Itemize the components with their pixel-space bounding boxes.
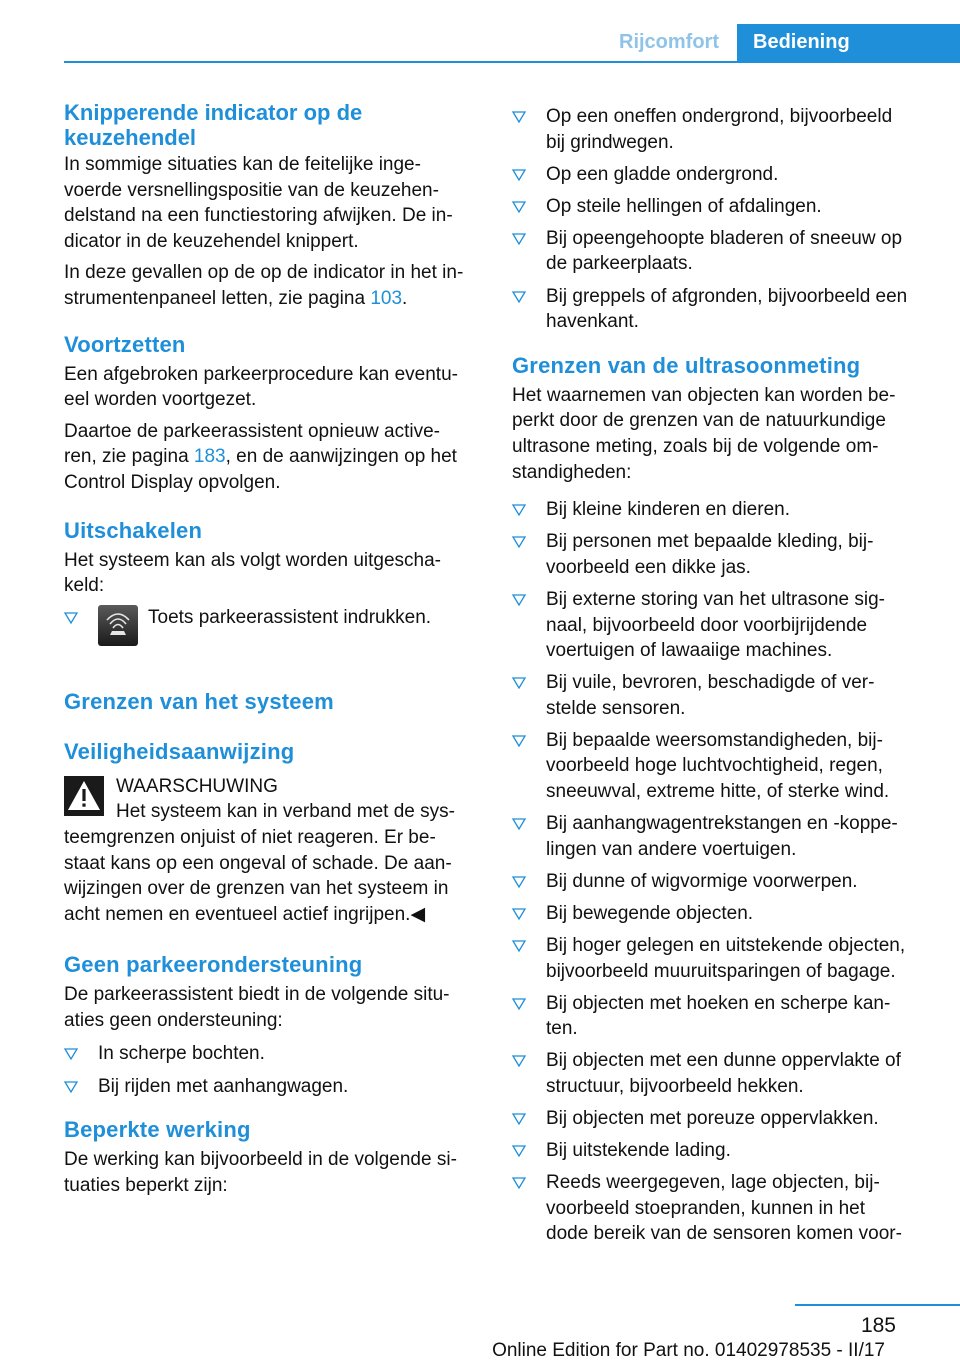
list-item — [512, 728, 928, 805]
paragraph — [64, 1147, 480, 1198]
triangle-bullet-icon — [512, 876, 526, 888]
list-item-text: Bij personen met bepaalde kleding, bij‐ — [546, 531, 874, 553]
heading-grenzen-systeem: Grenzen van het systeem — [64, 688, 334, 714]
list-item — [512, 104, 928, 155]
list-item-text: Bij dunne of wigvormige voorwerpen. — [546, 870, 858, 892]
triangle-bullet-icon — [512, 169, 526, 181]
text-line: In deze gevallen op de op de indicator in het in‐ — [64, 262, 464, 284]
heading-geen-parkeerondersteuning: Geen parkeerondersteuning — [64, 952, 363, 978]
list-item-text: bijvoorbeeld muuruitsparingen of bagage. — [546, 960, 896, 982]
list-item — [512, 162, 928, 188]
heading-line: Knipperende indicator op de — [64, 100, 363, 125]
triangle-bullet-icon — [512, 1113, 526, 1125]
text-line: Het systeem kan in verband met de sys‐ — [116, 801, 455, 823]
text-line: De werking kan bijvoorbeeld in de volgende si‐ — [64, 1149, 457, 1171]
page-number: 185 — [860, 1314, 896, 1337]
list-item — [512, 529, 928, 580]
list-item-text: Op een gladde ondergrond. — [546, 163, 779, 185]
triangle-bullet-icon — [512, 1055, 526, 1067]
list-item-text: Bij greppels of afgronden, bijvoorbeeld een — [546, 285, 908, 307]
list-item-text: Bij vuile, bevroren, beschadigde of ver‐ — [546, 672, 875, 694]
list-item-text: Bij opeengehoopte bladeren of sneeuw op — [546, 227, 903, 249]
text-line: dicator in de keuzehendel knippert. — [64, 230, 359, 252]
text-line: ren, zie pagina — [64, 446, 194, 468]
list-item — [64, 1074, 480, 1100]
list-item — [64, 605, 480, 655]
paragraph — [64, 260, 480, 311]
triangle-bullet-icon — [512, 1177, 526, 1189]
list-item — [512, 284, 928, 335]
list-item-text: structuur, bijvoorbeeld hekken. — [546, 1076, 804, 1097]
triangle-bullet-icon — [64, 1081, 78, 1093]
heading-uitschakelen: Uitschakelen — [64, 517, 203, 543]
text-line: strumentenpaneel letten, zie pagina — [64, 287, 371, 309]
text-line: perkt door de grenzen van de natuurkundige — [512, 410, 886, 432]
paragraph — [64, 152, 480, 254]
list-item — [64, 1041, 480, 1067]
list-item-text: Toets parkeerassistent indrukken. — [148, 606, 432, 628]
list-item-text: Bij uitstekende lading. — [546, 1140, 731, 1162]
list-item — [512, 670, 928, 721]
paragraph — [512, 383, 928, 485]
list-item-text: Bij objecten met poreuze oppervlakken. — [546, 1108, 879, 1130]
park-assist-button-icon — [98, 605, 138, 646]
triangle-bullet-icon — [512, 111, 526, 123]
list-ultrasoon-grenzen — [512, 497, 928, 1247]
list-item — [512, 194, 928, 220]
list-item-text: de parkeerplaats. — [546, 253, 693, 275]
paragraph — [64, 982, 480, 1033]
tab-bediening[interactable]: Bediening — [737, 24, 960, 63]
warning-icon — [64, 776, 104, 816]
paragraph — [64, 548, 480, 599]
paragraph — [64, 419, 480, 496]
list-item-text: Bij externe storing van het ultrasone sig‐ — [546, 588, 886, 610]
list-item — [512, 1138, 928, 1164]
footer-edition: Online Edition for Part no. 01402978535 - II/17 — [492, 1340, 885, 1361]
triangle-bullet-icon — [64, 1048, 78, 1060]
list-item-text: voorbeeld hoge luchtvochtigheid, regen, — [546, 755, 883, 777]
heading-grenzen-ultrasoonmeting: Grenzen van de ultrasoonmeting — [512, 352, 861, 378]
list-item — [512, 587, 928, 664]
list-item — [512, 1170, 928, 1247]
triangle-bullet-icon — [64, 612, 78, 624]
heading-veiligheidsaanwijzing: Veiligheidsaanwijzing — [64, 738, 295, 764]
list-item — [512, 1106, 928, 1132]
text-line: Het waarnemen van objecten kan worden be‐ — [512, 384, 896, 406]
text-line: ultrasone meting, zoals bij de volgende om‐ — [512, 435, 879, 457]
text-line: wijzingen over de grenzen van het systeem in — [64, 878, 449, 900]
list-item — [512, 933, 928, 984]
list-item — [512, 901, 928, 927]
page-link-103[interactable]: 103 — [370, 287, 403, 309]
right-column — [512, 104, 928, 1254]
warning-block — [64, 774, 480, 928]
list-item — [512, 226, 928, 277]
warning-title: WAARSCHUWING — [116, 775, 278, 797]
page-link-183[interactable]: 183 — [193, 446, 226, 468]
heading-beperkte-werking: Beperkte werking — [64, 1117, 251, 1143]
list-item-text: lingen van andere voertuigen. — [546, 838, 797, 860]
heading-line: keuzehendel — [64, 125, 197, 150]
list-item-text: In scherpe bochten. — [98, 1043, 265, 1065]
text-line: aties geen ondersteuning: — [64, 1009, 283, 1031]
list-item — [512, 497, 928, 523]
triangle-bullet-icon — [512, 908, 526, 920]
triangle-bullet-icon — [512, 818, 526, 830]
triangle-bullet-icon — [512, 1145, 526, 1157]
list-item — [512, 869, 928, 895]
triangle-bullet-icon — [512, 998, 526, 1010]
text-line: eel worden voortgezet. — [64, 389, 257, 411]
text-line: Daartoe de parkeerassistent opnieuw active‐ — [64, 420, 440, 442]
text-line: Control Display opvolgen. — [64, 471, 281, 493]
triangle-bullet-icon — [512, 594, 526, 606]
list-item-text: Bij kleine kinderen en dieren. — [546, 499, 790, 521]
header-rule — [64, 61, 960, 63]
heading-knipperende-indicator — [64, 100, 480, 150]
triangle-bullet-icon — [512, 504, 526, 516]
text-line: teemgrenzen onjuist of niet reageren. Er be‐ — [64, 826, 436, 848]
list-item-text: sneeuwval, extreme hitte, of sterke wind. — [546, 781, 890, 803]
list-item-text: voorbeeld stoepranden, kunnen in het — [546, 1197, 866, 1219]
triangle-bullet-icon — [512, 291, 526, 303]
list-item-text: Op steile hellingen of afdalingen. — [546, 195, 822, 217]
list-geen-ondersteuning — [64, 1041, 480, 1099]
list-item-text: ten. — [546, 1018, 578, 1040]
triangle-bullet-icon — [512, 201, 526, 213]
text-line: staat kans op een ongeval of schade. De aan‐ — [64, 852, 452, 874]
text-line: , en de aanwijzingen op het — [225, 446, 457, 468]
triangle-bullet-icon — [512, 735, 526, 747]
text-line: In sommige situaties kan de feitelijke inge‐ — [64, 154, 421, 175]
text-line: De parkeerassistent biedt in de volgende situ‐ — [64, 984, 450, 1006]
triangle-bullet-icon — [512, 677, 526, 689]
list-item-text: voorbeeld een dikke jas. — [546, 556, 751, 578]
text-line: delstand na een functiestoring afwijken. De in‐ — [64, 205, 453, 227]
list-item-text: Bij bepaalde weersomstandigheden, bij‐ — [546, 729, 883, 751]
list-beperkte-werking — [512, 104, 928, 335]
list-item-text: Bij aanhangwagentrekstangen en -koppe‐ — [546, 813, 898, 835]
text-line: Het systeem kan als volgt worden uitgescha‐ — [64, 549, 442, 571]
triangle-bullet-icon — [512, 940, 526, 952]
list-item-text: Op een oneffen ondergrond, bijvoorbeeld — [546, 106, 893, 127]
list-item — [512, 811, 928, 862]
text-line: tuaties beperkt zijn: — [64, 1174, 228, 1196]
list-item-text: Bij objecten met een dunne oppervlakte of — [546, 1050, 901, 1072]
warning-text — [64, 799, 480, 927]
text-line: acht nemen en eventueel actief ingrijpen.◀ — [64, 903, 426, 925]
left-column — [64, 100, 480, 1204]
tab-rijcomfort[interactable]: Rijcomfort — [619, 31, 719, 53]
list-item-text: Bij objecten met hoeken en scherpe kan‐ — [546, 992, 891, 1014]
text-line: standigheden: — [512, 461, 632, 483]
list-item-text: bij grindwegen. — [546, 131, 674, 153]
triangle-bullet-icon — [512, 233, 526, 245]
list-item-text: havenkant. — [546, 311, 639, 333]
list-item-text: Bij rijden met aanhangwagen. — [98, 1075, 349, 1097]
paragraph — [64, 362, 480, 413]
list-item — [512, 1048, 928, 1099]
text-line: voerde versnellingspositie van de keuzehen‐ — [64, 179, 439, 201]
list-item-text: naal, bijvoorbeeld door voorbijrijdende — [546, 614, 868, 636]
list-item-text: dode bereik van de sensoren komen voor‐ — [546, 1223, 902, 1245]
heading-voortzetten: Voortzetten — [64, 331, 186, 357]
text-line: Een afgebroken parkeerprocedure kan eventu‐ — [64, 363, 458, 385]
list-item-text: Bij hoger gelegen en uitstekende objecten, — [546, 935, 906, 957]
list-item-text: Bij bewegende objecten. — [546, 902, 754, 924]
list-item — [512, 991, 928, 1042]
triangle-bullet-icon — [512, 536, 526, 548]
list-item-text: stelde sensoren. — [546, 697, 686, 719]
footer-rule — [795, 1304, 960, 1306]
text-line: . — [402, 287, 408, 309]
list-item-text: Reeds weergegeven, lage objecten, bij‐ — [546, 1172, 880, 1194]
text-line: keld: — [64, 575, 105, 597]
list-item-text: voertuigen of lawaaiige machines. — [546, 640, 833, 662]
